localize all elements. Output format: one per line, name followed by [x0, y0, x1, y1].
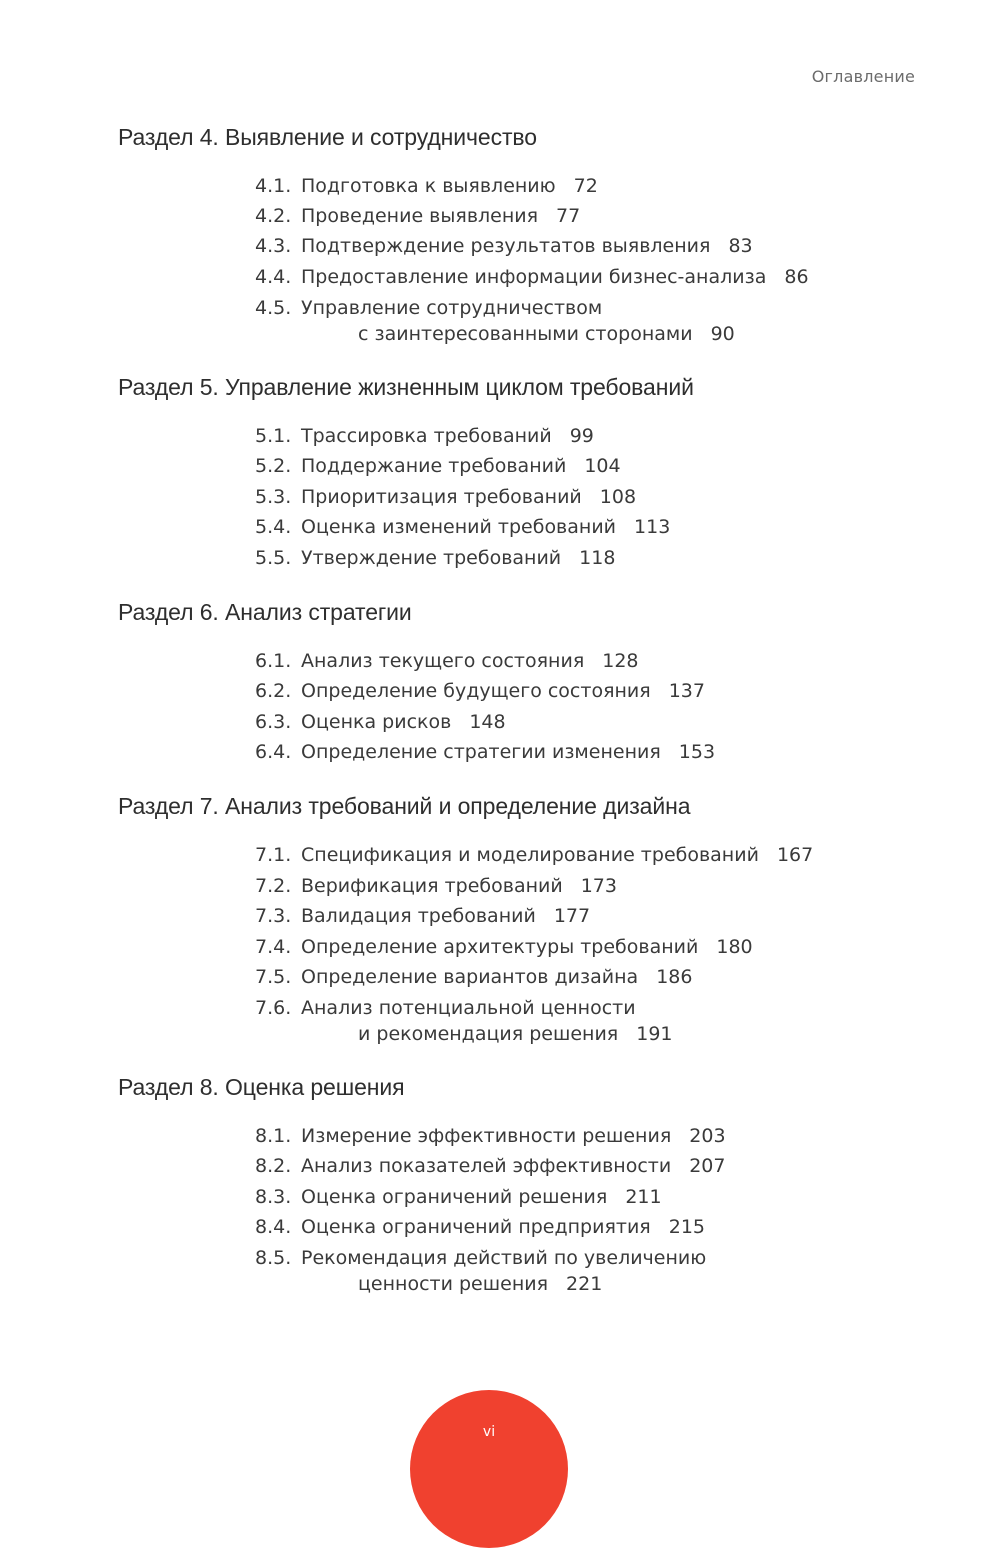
entry-page: 99 — [569, 425, 594, 447]
entry-title: Приоритизация требований — [301, 486, 582, 508]
entry-page: 177 — [553, 905, 591, 927]
toc-entry[interactable] — [255, 234, 753, 258]
entry-title: Предоставление информации бизнес-анализа — [301, 266, 767, 288]
entry-page: 153 — [678, 741, 716, 763]
toc-entry[interactable] — [255, 996, 673, 1046]
entry-page: 180 — [716, 936, 753, 958]
toc-entry[interactable] — [255, 204, 580, 228]
toc-entry[interactable] — [255, 1154, 725, 1178]
entry-page: 108 — [599, 486, 637, 508]
entry-number: 7.5. — [255, 966, 292, 988]
entry-number: 6.2. — [255, 680, 292, 702]
toc-entry[interactable] — [255, 296, 735, 346]
entry-number: 7.6. — [255, 997, 292, 1019]
toc-entry[interactable] — [255, 1185, 662, 1209]
entry-page: 104 — [584, 455, 621, 477]
entry-page: 191 — [636, 1023, 673, 1045]
entry-page: 148 — [469, 711, 506, 733]
entry-page: 86 — [784, 266, 809, 288]
entry-number: 7.4. — [255, 936, 292, 958]
entry-title: Оценка ограничений решения — [301, 1186, 608, 1208]
section-title: Раздел 7. Анализ требований и определение дизайна — [118, 793, 691, 819]
entry-page: 137 — [668, 680, 705, 702]
entry-number: 7.2. — [255, 875, 292, 897]
entry-title: Оценка ограничений предприятия — [301, 1216, 651, 1238]
entry-page: 83 — [728, 235, 753, 257]
entry-number: 8.1. — [255, 1125, 292, 1147]
entry-page: 203 — [689, 1125, 726, 1147]
toc-entry[interactable] — [255, 679, 705, 703]
entry-page: 211 — [625, 1186, 662, 1208]
entry-page: 167 — [776, 844, 814, 866]
entry-title: Утверждение требований — [301, 547, 562, 569]
entry-title: Определение вариантов дизайна — [301, 966, 639, 988]
entry-page: 207 — [689, 1155, 726, 1177]
toc-entry[interactable] — [255, 546, 615, 570]
entry-title: Валидация требований — [301, 905, 536, 927]
toc-entry[interactable] — [255, 515, 670, 539]
entry-title: Анализ текущего состояния — [301, 650, 585, 672]
entry-title: Подтверждение результатов выявления — [301, 235, 711, 257]
entry-number: 5.1. — [255, 425, 292, 447]
entry-title-cont-text: и рекомендация решения — [358, 1023, 619, 1045]
entry-title: Измерение эффективности решения — [301, 1125, 672, 1147]
entry-title: Трассировка требований — [301, 425, 552, 447]
entry-number: 4.5. — [255, 297, 292, 319]
entry-number: 8.3. — [255, 1186, 292, 1208]
toc-entry[interactable] — [255, 1246, 706, 1296]
entry-title: Верификация требований — [301, 875, 563, 897]
toc-entry[interactable] — [255, 454, 621, 478]
entry-page: 113 — [634, 516, 671, 538]
entry-number: 4.2. — [255, 205, 292, 227]
toc-entry[interactable] — [255, 740, 715, 764]
entry-number: 8.4. — [255, 1216, 292, 1238]
entry-page: 72 — [573, 175, 598, 197]
entry-number: 4.3. — [255, 235, 292, 257]
entry-title: Определение будущего состояния — [301, 680, 651, 702]
toc-entry[interactable] — [255, 843, 813, 867]
entry-title-cont-text: ценности решения — [358, 1273, 549, 1295]
page-number-marker — [410, 1390, 568, 1548]
entry-number: 5.4. — [255, 516, 292, 538]
entry-number: 6.3. — [255, 711, 292, 733]
entry-page: 90 — [710, 323, 735, 345]
entry-number: 4.1. — [255, 175, 292, 197]
toc-entry[interactable] — [255, 485, 636, 509]
entry-number: 6.1. — [255, 650, 292, 672]
entry-number: 8.5. — [255, 1247, 292, 1269]
entry-page: 128 — [602, 650, 639, 672]
entry-number: 8.2. — [255, 1155, 292, 1177]
entry-number: 5.3. — [255, 486, 292, 508]
entry-page: 173 — [580, 875, 617, 897]
toc-entry[interactable] — [255, 1215, 705, 1239]
entry-page: 118 — [579, 547, 616, 569]
entry-title: Оценка рисков — [301, 711, 452, 733]
entry-title: Анализ показателей эффективности — [301, 1155, 672, 1177]
entry-number: 7.1. — [255, 844, 292, 866]
section-title: Раздел 8. Оценка решения — [118, 1074, 405, 1100]
page-number: vi — [482, 1424, 496, 1440]
entry-title-cont-text: с заинтересованными сторонами — [358, 323, 693, 345]
section-title: Раздел 5. Управление жизненным циклом требований — [118, 374, 694, 400]
toc-entry[interactable] — [255, 935, 753, 959]
section-title: Раздел 4. Выявление и сотрудничество — [118, 124, 537, 150]
entry-title-continuation — [255, 322, 735, 346]
entry-title: Анализ потенциальной ценности — [301, 997, 636, 1019]
entry-title: Оценка изменений требований — [301, 516, 617, 538]
entry-number: 7.3. — [255, 905, 292, 927]
entry-page: 186 — [656, 966, 693, 988]
section-title: Раздел 6. Анализ стратегии — [118, 599, 412, 625]
entry-title: Управление сотрудничеством — [301, 297, 603, 319]
toc-entry[interactable] — [255, 904, 590, 928]
toc-entry[interactable] — [255, 965, 692, 989]
toc-entry[interactable] — [255, 424, 594, 448]
toc-entry[interactable] — [255, 874, 617, 898]
entry-title: Определение архитектуры требований — [301, 936, 699, 958]
entry-title: Определение стратегии изменения — [301, 741, 661, 763]
entry-title-continuation — [255, 1272, 706, 1296]
entry-page: 77 — [556, 205, 581, 227]
toc-entry[interactable] — [255, 265, 809, 289]
entry-title: Рекомендация действий по увеличению — [301, 1247, 707, 1269]
toc-entry[interactable] — [255, 174, 598, 198]
entry-number: 5.5. — [255, 547, 292, 569]
toc-entry[interactable] — [255, 1124, 726, 1148]
entry-title: Проведение выявления — [301, 205, 539, 227]
running-head: Оглавление — [811, 67, 915, 86]
toc-entry[interactable] — [255, 710, 506, 734]
entry-title-continuation — [255, 1022, 673, 1046]
entry-title: Подготовка к выявлению — [301, 175, 556, 197]
entry-page: 221 — [566, 1273, 603, 1295]
entry-title: Поддержание требований — [301, 455, 567, 477]
entry-number: 6.4. — [255, 741, 292, 763]
toc-entry[interactable] — [255, 649, 639, 673]
entry-number: 4.4. — [255, 266, 292, 288]
entry-number: 5.2. — [255, 455, 292, 477]
entry-title: Спецификация и моделирование требований — [301, 844, 759, 866]
entry-page: 215 — [668, 1216, 705, 1238]
